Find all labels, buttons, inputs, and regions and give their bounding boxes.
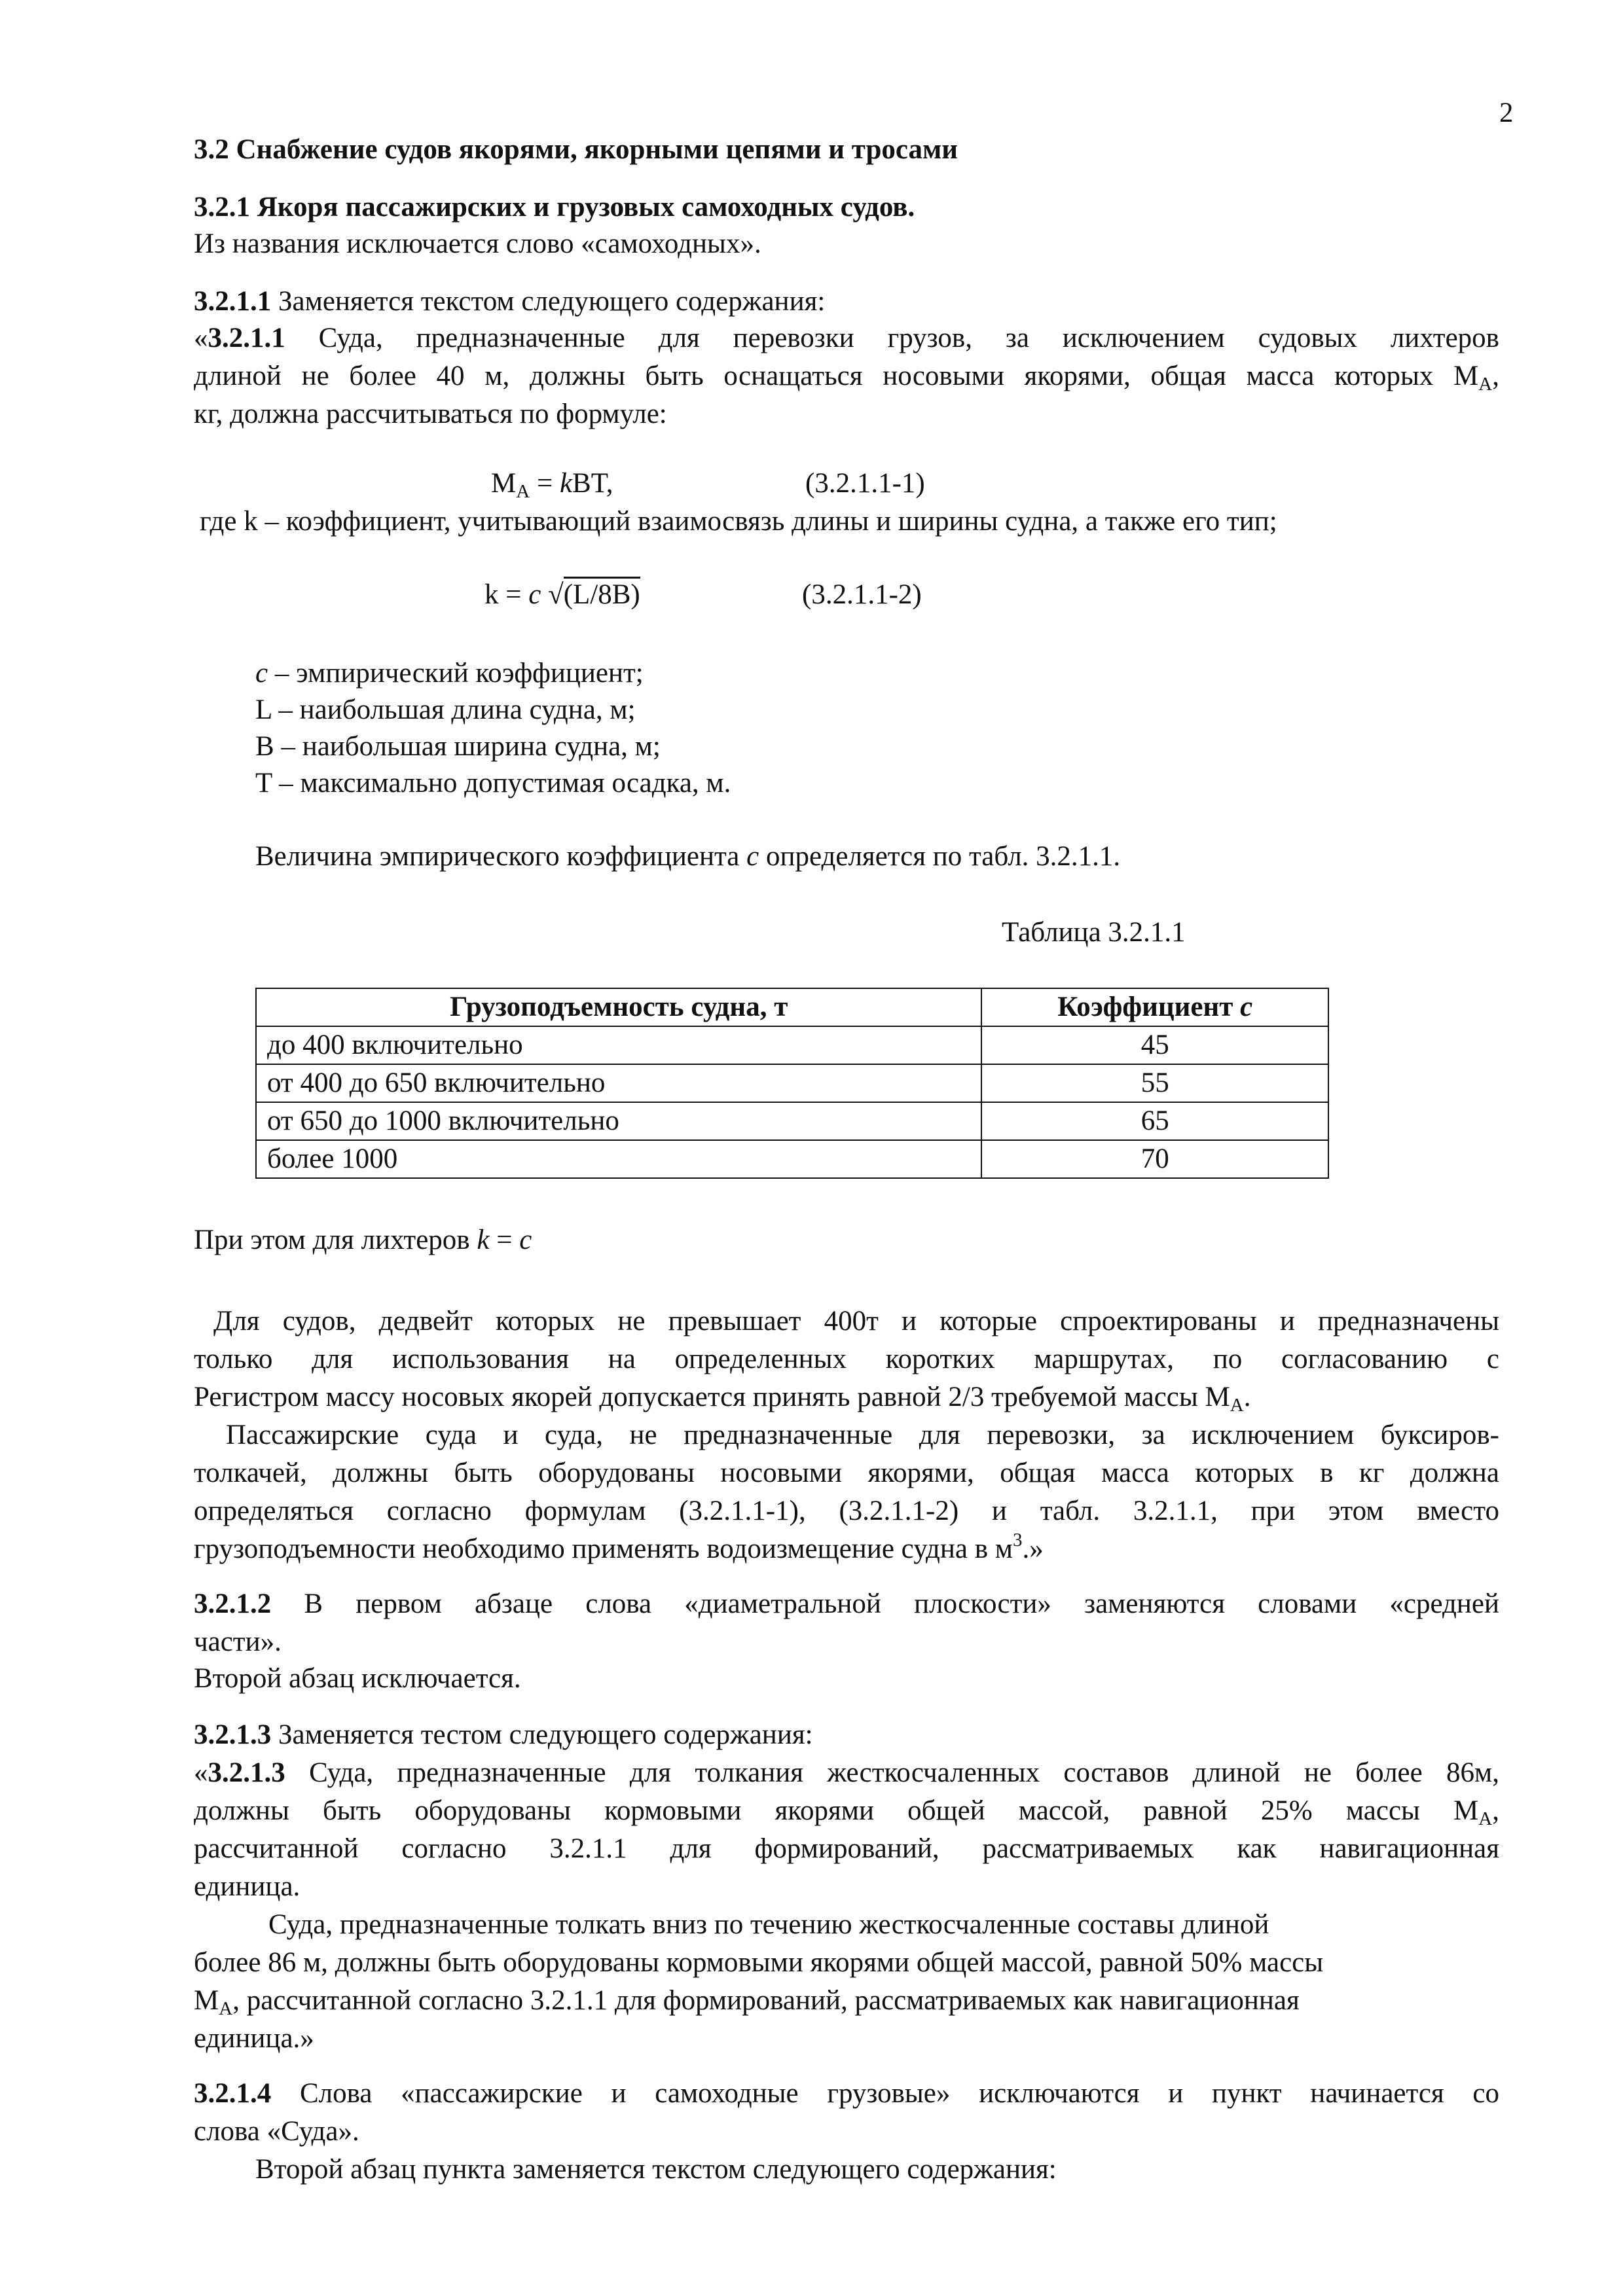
deadweight-line2: только для использования на определенных коротких маршрутах, по согласованию с — [194, 1344, 1499, 1374]
section-heading: 3.2 Снабжение судов якорями, якорными цепями и тросами — [194, 134, 958, 165]
definition-b: B – наибольшая ширина судна, м; — [255, 731, 661, 762]
clause-3-2-1-1-line2: длиной не более 40 м, должны быть оснащаться носовыми якорями, общая масса которых $М_А$, — [194, 361, 1499, 395]
clause-3-2-1-3-line1: «3.2.1.3 Суда, предназначенные для толкания жесткосчаленных составов длиной не более 86м, — [194, 1757, 1499, 1788]
deadweight-line1: Для судов, дедвейт которых не превышает 400т и которые спроектированы и предназначены — [213, 1306, 1499, 1336]
clause-3-2-1-4-line2: слова «Суда». — [194, 2116, 359, 2147]
formula-1-number: (3.2.1.1-1) — [805, 468, 925, 499]
table-row — [256, 1064, 1328, 1102]
page-number: 2 — [1499, 98, 1514, 128]
passenger-line4: грузоподъемности необходимо применять водоизмещение судна в $м^3$.» — [194, 1530, 1044, 1564]
clause-3-2-1-4-line1: 3.2.1.4 Слова «пассажирские и самоходные грузовые» исключаются и пункт начинается со — [194, 2078, 1499, 2109]
clause-3-2-1-2-line3: Второй абзац исключается. — [194, 1663, 521, 1694]
clause-3-2-1-1-intro: 3.2.1.1 Заменяется текстом следующего содержания: — [194, 286, 826, 317]
clause-3-2-1-1-line3: кг, должна рассчитываться по формуле: — [194, 399, 667, 429]
table-cell-capacity: до 400 включительно — [256, 1026, 981, 1064]
table-cell-coefficient: 70 — [981, 1140, 1328, 1178]
table-row — [256, 1140, 1328, 1178]
clause-3-2-1-3-intro: 3.2.1.3 Заменяется тестом следующего содержания: — [194, 1719, 813, 1750]
subsection-3-2-1-note: Из названия исключается слово «самоходных». — [194, 228, 761, 259]
table-cell-capacity: более 1000 — [256, 1140, 981, 1178]
clause-3-2-1-3-p2-line1: Суда, предназначенные толкать вниз по течению жесткосчаленные составы длиной — [268, 1909, 1269, 1940]
table-header-coefficient: Коэффициент c — [981, 988, 1328, 1026]
clause-3-2-1-3-line3: рассчитанной согласно 3.2.1.1 для формирований, рассматриваемых как навигационная — [194, 1833, 1499, 1864]
clause-3-2-1-3-p2-line4: единица.» — [194, 2023, 314, 2054]
formula-2: k = c √(L/8B) — [484, 576, 640, 614]
table-cell-capacity: от 650 до 1000 включительно — [256, 1102, 981, 1140]
passenger-line2: толкачей, должны быть оборудованы носовыми якорями, общая масса которых в кг должна — [194, 1458, 1499, 1488]
clause-3-2-1-3-line2: должны быть оборудованы кормовыми якорями общей массой, равной 25% массы $М_А$, — [194, 1795, 1499, 1829]
table-row — [256, 1102, 1328, 1140]
table-header-row — [256, 988, 1328, 1026]
formula-1: $М_А$ = kBT, — [491, 468, 613, 502]
passenger-line3: определяться согласно формулам (3.2.1.1-1), (3.2.1.1-2) и табл. 3.2.1.1, при этом вместо — [194, 1496, 1499, 1526]
table-caption: Таблица 3.2.1.1 — [1002, 917, 1186, 948]
deadweight-line3: Регистром массу носовых якорей допускается принять равной 2/3 требуемой массы $М_А$. — [194, 1382, 1251, 1416]
formula-2-number: (3.2.1.1-2) — [802, 579, 922, 610]
clause-3-2-1-3-p2-line2: более 86 м, должны быть оборудованы кормовыми якорями общей массой, равной 50% массы — [194, 1947, 1324, 1978]
table-intro: Величина эмпирического коэффициента c определяется по табл. 3.2.1.1. — [255, 841, 1121, 872]
clause-3-2-1-1-line1: «3.2.1.1 Суда, предназначенные для перевозки грузов, за исключением судовых лихтеров — [194, 323, 1499, 353]
subsection-3-2-1-title: 3.2.1 Якоря пассажирских и грузовых самоходных судов. — [194, 192, 915, 223]
clause-3-2-1-2-line1: 3.2.1.2 В первом абзаце слова «диаметральной плоскости» заменяются словами «средней — [194, 1588, 1499, 1619]
table-cell-coefficient: 65 — [981, 1102, 1328, 1140]
table-cell-coefficient: 55 — [981, 1064, 1328, 1102]
definition-l: L – наибольшая длина судна, м; — [255, 694, 636, 725]
table-row — [256, 1026, 1328, 1064]
formula-where-line: где k – коэффициент, учитывающий взаимосвязь длины и ширины судна, а также его тип; — [200, 506, 1277, 537]
table-cell-capacity: от 400 до 650 включительно — [256, 1064, 981, 1102]
definition-c: c – эмпирический коэффициент; — [255, 658, 644, 689]
table-header-capacity: Грузоподъемность судна, т — [256, 988, 981, 1026]
clause-3-2-1-3-p2-line3: $М_А$, рассчитанной согласно 3.2.1.1 для формирований, рассматриваемых как навигационная — [194, 1985, 1300, 2019]
clause-label: 3.2.1.1 — [194, 286, 272, 317]
definition-t: T – максимально допустимая осадка, м. — [255, 768, 731, 798]
passenger-line1: Пассажирские суда и суда, не предназначенные для перевозки, за исключением буксиров- — [226, 1420, 1499, 1450]
lighters-line: При этом для лихтеров k = c — [194, 1225, 532, 1255]
clause-3-2-1-2-line2: части». — [194, 1626, 282, 1657]
clause-3-2-1-3-line4: единица. — [194, 1871, 301, 1902]
clause-3-2-1-4-line3: Второй абзац пункта заменяется текстом следующего содержания: — [255, 2154, 1057, 2185]
coefficient-table — [255, 988, 1329, 1179]
table-cell-coefficient: 45 — [981, 1026, 1328, 1064]
